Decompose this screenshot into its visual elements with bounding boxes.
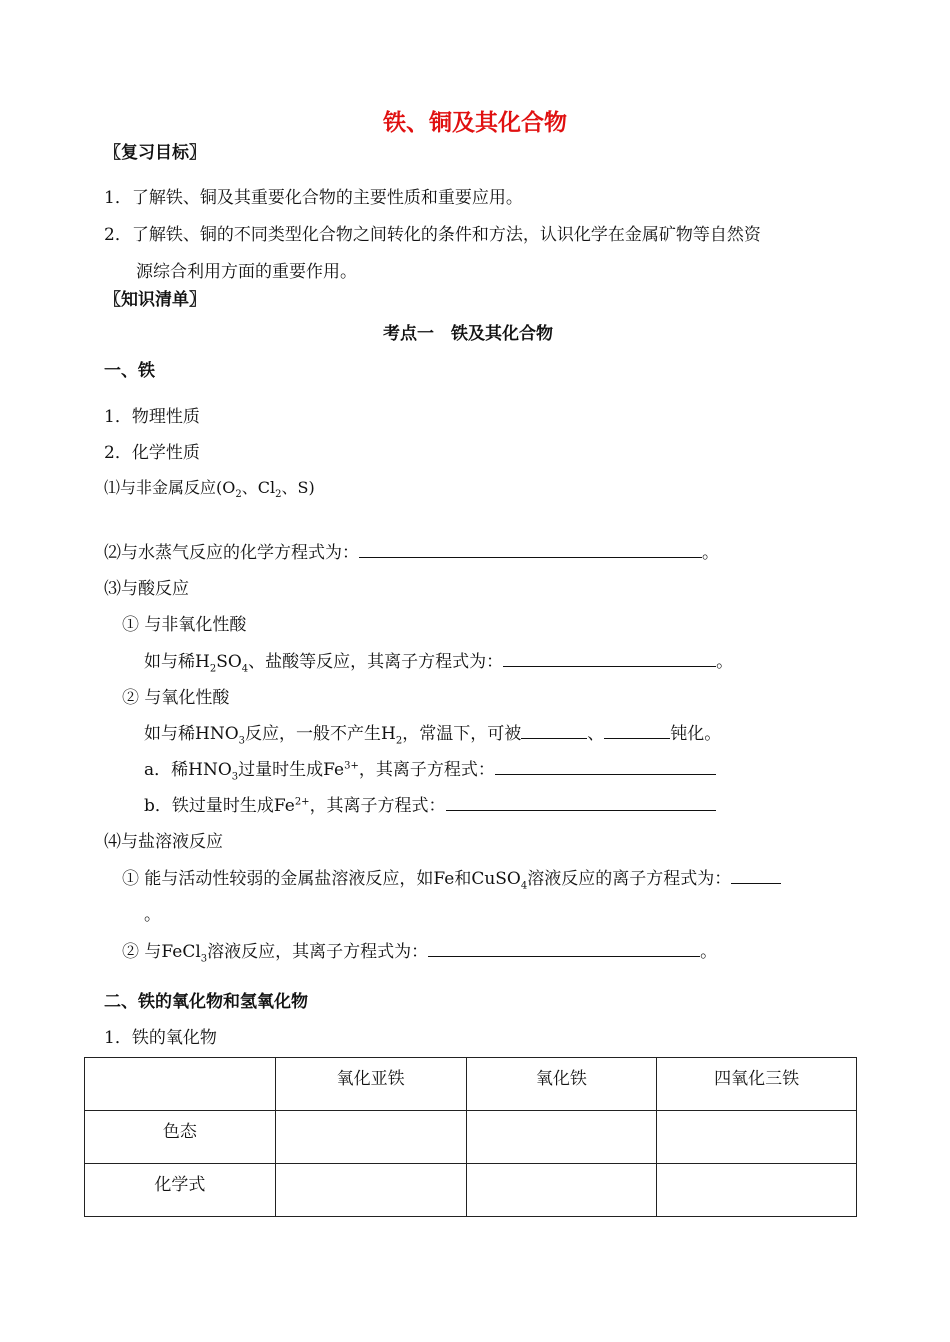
oxidizing-acid-line: 如与稀$HNO_3$反应，一般不产生$H_2$，常温下，可被 、 钝化。: [144, 724, 722, 747]
oxides-heading: 二、铁的氧化物和氢氧化物: [104, 992, 308, 1012]
iron-heading: 一、铁: [104, 361, 155, 381]
answer-blank[interactable]: [604, 722, 670, 739]
dilute-nitric-excess: a．稀$HNO_3$过量时生成$Fe^{3+}$，其离子方程式：: [144, 755, 716, 782]
table-row-label: 化学式: [85, 1164, 276, 1217]
page-title: 铁、铜及其化合物: [383, 110, 567, 136]
table-cell[interactable]: [275, 1111, 466, 1164]
iron-excess: b．铁过量时生成$Fe^{2+}$，其离子方程式：: [144, 791, 716, 816]
iron-oxides-table: [84, 1057, 857, 1217]
review-heading: 〖复习目标〗: [104, 143, 206, 163]
answer-blank[interactable]: [503, 650, 716, 667]
oxidizing-acid-title: ② 与氧化性酸: [122, 688, 230, 708]
table-header-cell: 氧化亚铁: [275, 1058, 466, 1111]
table-header-cell: 氧化铁: [466, 1058, 657, 1111]
reaction-salt: ⑷与盐溶液反应: [104, 832, 223, 852]
table-cell[interactable]: [657, 1111, 857, 1164]
salt-reaction-ferric: ② 与FeCl$_3$溶液反应，其离子方程式为： 。: [122, 942, 718, 965]
table-cell[interactable]: [466, 1111, 657, 1164]
table-row: [85, 1111, 857, 1164]
answer-blank[interactable]: [446, 794, 716, 811]
non-oxidizing-acid-line: 如与稀$H_2SO_4$、盐酸等反应，其离子方程式为： 。: [144, 652, 734, 675]
table-cell[interactable]: [657, 1164, 857, 1217]
answer-blank[interactable]: [731, 867, 781, 884]
answer-blank[interactable]: [359, 541, 702, 558]
salt-reaction-copper-end: 。: [144, 905, 161, 925]
section-title: 考点一 铁及其化合物: [383, 324, 553, 344]
table-row: [85, 1164, 857, 1217]
table-header-cell: 四氧化三铁: [657, 1058, 857, 1111]
table-row-label: 色态: [85, 1111, 276, 1164]
non-oxidizing-acid-title: ① 与非氧化性酸: [122, 615, 247, 635]
physical-properties: 1．物理性质: [104, 407, 200, 427]
chemical-properties: 2．化学性质: [104, 443, 200, 463]
reaction-steam: ⑵与水蒸气反应的化学方程式为： 。: [104, 543, 719, 563]
table-header-cell: [85, 1058, 276, 1111]
review-item-2-cont: 源综合利用方面的重要作用。: [136, 262, 357, 282]
table-header-row: [85, 1058, 857, 1111]
answer-blank[interactable]: [521, 722, 587, 739]
table-cell[interactable]: [275, 1164, 466, 1217]
salt-reaction-copper: ① 能与活动性较弱的金属盐溶液反应，如Fe和CuSO$_4$溶液反应的离子方程式为：: [122, 864, 781, 891]
review-item-2: 2．了解铁、铜的不同类型化合物之间转化的条件和方法，认识化学在金属矿物等自然资: [104, 225, 761, 245]
oxides-subheading: 1．铁的氧化物: [104, 1028, 217, 1048]
answer-blank[interactable]: [495, 758, 716, 775]
knowledge-heading: 〖知识清单〗: [104, 290, 206, 310]
reaction-acid: ⑶与酸反应: [104, 579, 189, 599]
table-cell[interactable]: [466, 1164, 657, 1217]
answer-blank[interactable]: [428, 940, 700, 957]
reaction-nonmetal: ⑴与非金属反应($O_2$、$Cl_2$、S): [104, 478, 315, 501]
review-item-1: 1．了解铁、铜及其重要化合物的主要性质和重要应用。: [104, 188, 523, 208]
